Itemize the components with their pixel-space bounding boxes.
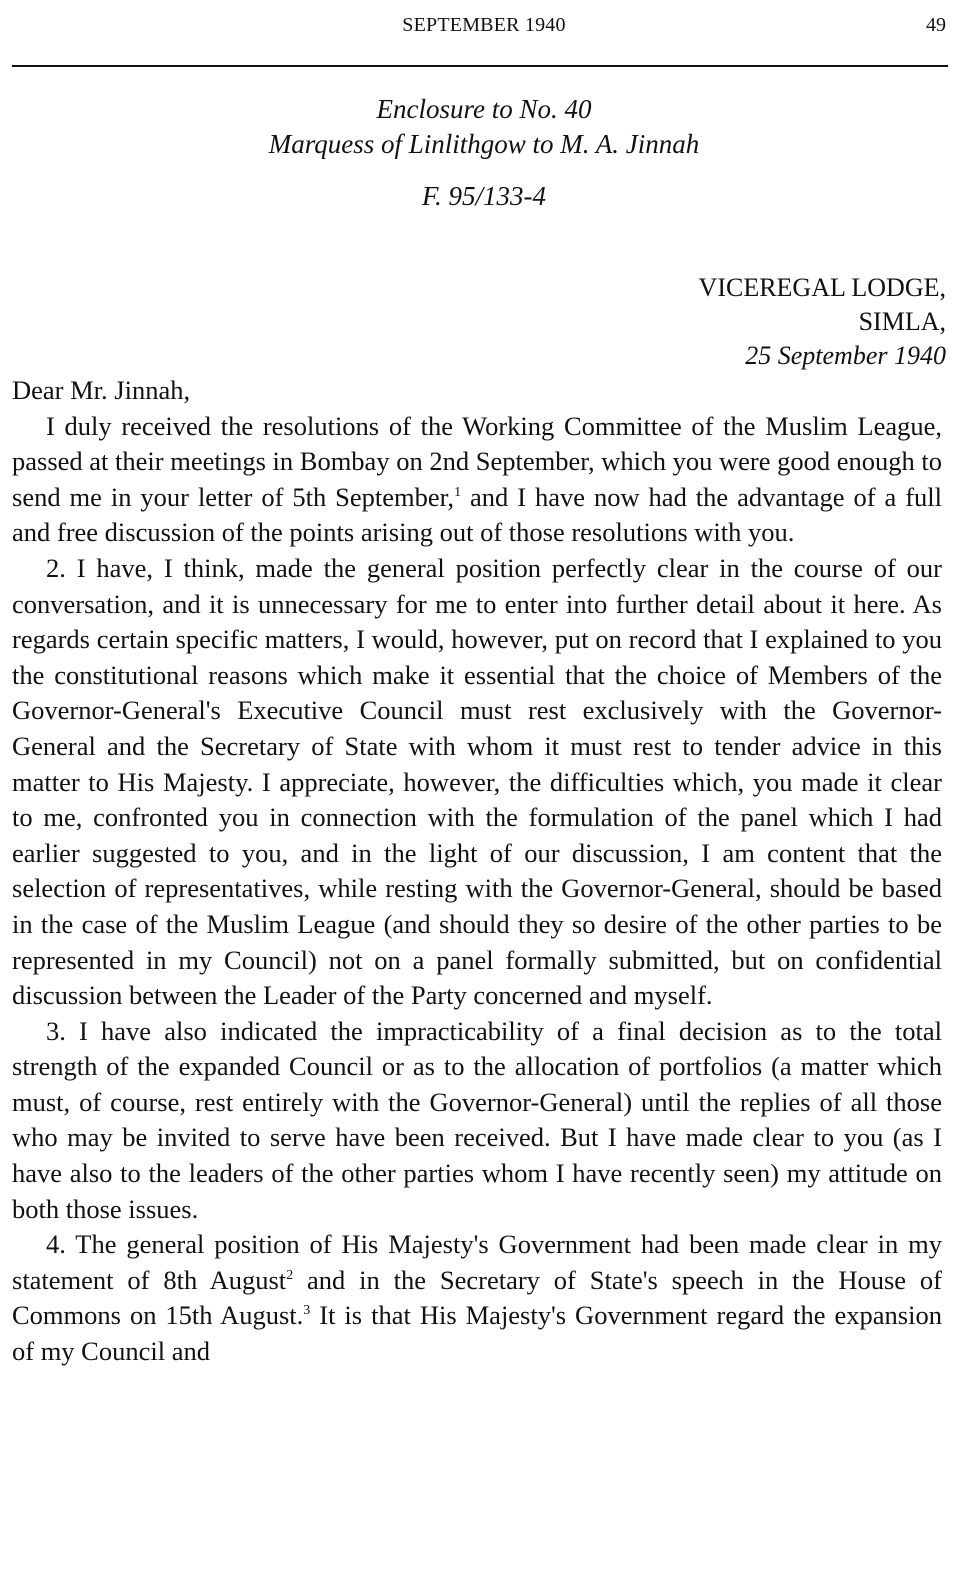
address-line-2: SIMLA, — [858, 307, 946, 336]
footnote-ref-1: 1 — [454, 484, 462, 500]
file-reference: F. 95/133-4 — [421, 181, 546, 211]
footnote-ref-2: 2 — [286, 1267, 294, 1283]
paragraph-2: 2. I have, I think, made the general position perfectly clear in the course of our conversation, and it is unnecessary for me to enter into further detail about it here. As regards certain specific matters, I would, however, put on record that I explained to you the constitutional reasons which make it essential that the choice of Members of the Governor-General's Executive Council must rest exclusively with the Governor-General and the Secretary of State with whom it must rest to tender advice in this matter to His Majesty. I appreciate, however, the difficulties which, you made it clear to me, confronted you in connection with the formulation of the panel which I had earlier suggested to you, and in the light of our discussion, I am content that the selection of representatives, while resting with the Governor-General, should be based in the case of the Muslim League (and should they so desire of the other parties to be represented in my Council) not on a panel formally submitted, but on confidential discussion between the Leader of the Party concerned and myself. — [12, 552, 942, 1011]
page-number: 49 — [926, 14, 946, 36]
paragraph-1-text-a: I duly received the resolutions of the Working Committee of the Muslim League, passed at their meetings in Bombay on 2nd September, which you were good enough to send me in your letter of 5th September, — [12, 410, 942, 512]
footnote-ref-3: 3 — [303, 1303, 311, 1319]
letter-body — [12, 373, 942, 1370]
paragraph-4-text-c: It is that His Majesty's Government regard the expansion of my Council and — [12, 1300, 942, 1367]
paragraph-1-text-b: and I have now had the advantage of a full and free discussion of the points arising out of those resolutions with you. — [12, 481, 942, 548]
paragraph-4 — [12, 1227, 942, 1369]
running-title: SEPTEMBER 1940 — [402, 14, 566, 36]
paragraph-4-text-b: and in the Secretary of State's speech in the House of Commons on 15th August. — [12, 1264, 942, 1331]
running-head — [0, 14, 968, 44]
document-heading — [0, 92, 968, 214]
enclosure-title: Enclosure to No. 40 — [376, 94, 592, 124]
letter-date: 25 September 1940 — [745, 341, 946, 370]
paragraph-1 — [12, 409, 942, 551]
sender-address — [699, 271, 946, 373]
paragraph-3: 3. I have also indicated the impracticability of a final decision as to the total strength of the expanded Council or as to the allocation of portfolios (a matter which must, of course, rest entirely with the Governor-General) until the replies of all those who may be invited to serve have been received. But I have made clear to you (as I have also to the leaders of the other parties whom I have recently seen) my attitude on both those issues. — [12, 1015, 942, 1224]
salutation: Dear Mr. Jinnah, — [12, 375, 191, 405]
paragraph-4-text-a: 4. The general position of His Majesty's Government had been made clear in my statement of 8th August — [12, 1229, 942, 1295]
correspondents-line: Marquess of Linlithgow to M. A. Jinnah — [268, 129, 700, 159]
header-rule — [12, 65, 948, 67]
address-line-1: VICEREGAL LODGE, — [698, 273, 946, 302]
